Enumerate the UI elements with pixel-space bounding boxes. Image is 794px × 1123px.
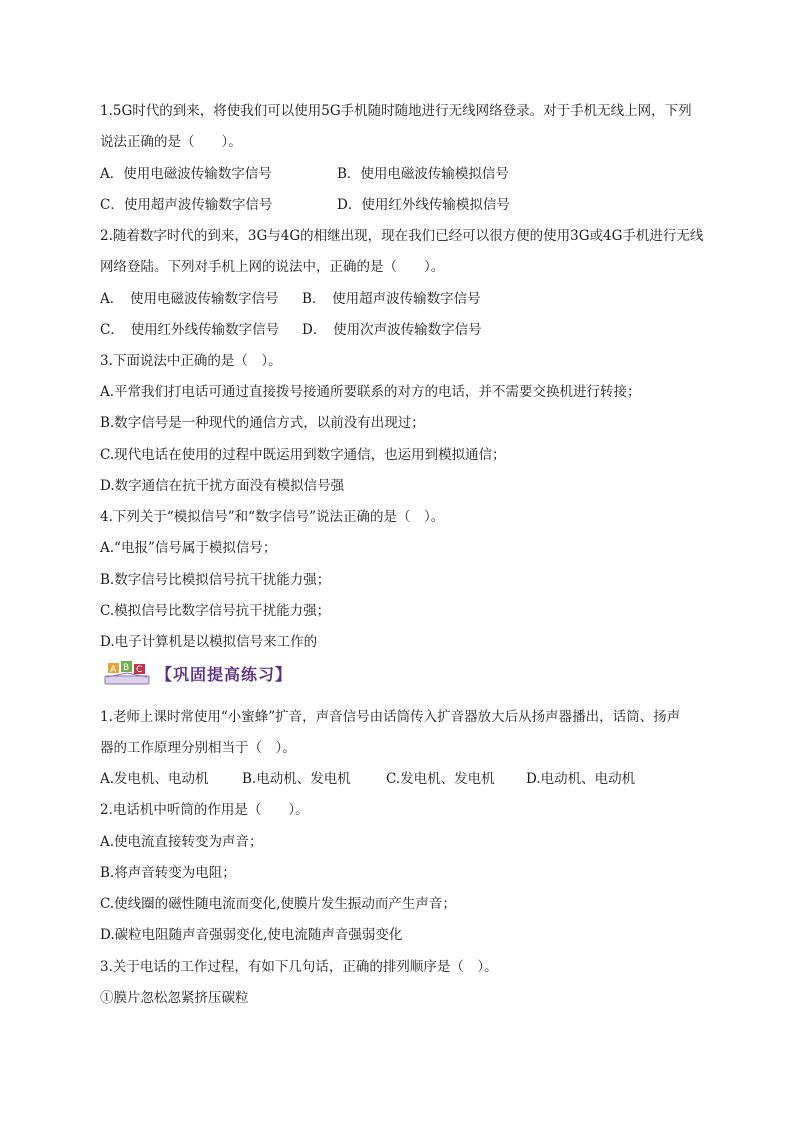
q4-option-a: A.“电报”信号属于模拟信号； [100, 540, 277, 556]
q1-option-d: D．使用红外线传输模拟信号 [337, 197, 510, 213]
q2-stem-line2: 网络登陆。下列对手机上网的说法中，正确的是（ ）。 [100, 259, 445, 275]
p1-option-c: C.发电机、发电机 [386, 771, 495, 787]
q2-stem-line1: 2.随着数字时代的到来，3G与4G的相继出现，现在我们已经可以很方便的使用3G或4G手机进行无线 [100, 228, 704, 244]
practice-section-title: 【巩固提高练习】 [156, 664, 293, 684]
q2-option-a: A． 使用电磁波传输数字信号 [100, 291, 279, 307]
q1-option-c: C．使用超声波传输数字信号 [100, 197, 273, 213]
book-abc-icon [104, 660, 150, 686]
p2-option-c: C.使线圈的磁性随电流而变化,使膜片发生振动而产生声音； [100, 896, 456, 912]
q1-stem-line1: 1.5G时代的到来，将使我们可以使用5G手机随时随地进行无线网络登录。对于手机无线上网，下列 [100, 103, 692, 119]
q2-option-b: B． 使用超声波传输数字信号 [302, 291, 481, 307]
q3-stem: 3.下面说法中正确的是（ ）。 [100, 353, 282, 369]
p1-option-a: A.发电机、电动机 [100, 771, 209, 787]
p2-option-d: D.碳粒电阻随声音强弱变化,使电流随声音强弱变化 [100, 927, 403, 943]
q2-options-row1 [100, 290, 481, 308]
p1-option-d: D.电动机、电动机 [526, 771, 636, 787]
q1-option-b: B．使用电磁波传输模拟信号 [337, 166, 509, 182]
p2-stem: 2.电话机中听筒的作用是（ ）。 [100, 802, 309, 818]
q4-option-d: D.电子计算机是以模拟信号来工作的 [100, 634, 318, 650]
p1-stem-line1: 1.老师上课时常使用“小蜜蜂”扩音，声音信号由话筒传入扩音器放大后从扬声器播出，话筒、扬声 [100, 709, 681, 725]
p2-option-a: A.使电流直接转变为声音； [100, 834, 263, 850]
q4-stem: 4.下列关于“模拟信号”和“数字信号”说法正确的是（ ）。 [100, 509, 445, 525]
svg-text:A: A [110, 665, 117, 675]
p1-options-row [100, 770, 635, 788]
q3-option-c: C.现代电话在使用的过程中既运用到数字通信，也运用到模拟通信； [100, 447, 506, 463]
q2-options-row2 [100, 321, 482, 339]
q4-option-b: B.数字信号比模拟信号抗干扰能力强； [100, 572, 331, 588]
q1-options-row1 [100, 165, 509, 183]
q1-stem-line2: 说法正确的是（ ）。 [100, 134, 242, 150]
svg-text:B: B [123, 663, 130, 673]
q3-option-a: A.平常我们打电话可通过直接拨号接通所要联系的对方的电话，并不需要交换机进行转接； [100, 384, 641, 400]
svg-text:C: C [136, 665, 143, 675]
q2-option-c: C． 使用红外线传输数字信号 [100, 322, 280, 338]
p1-stem-line2: 器的工作原理分别相当于（ ）。 [100, 740, 296, 756]
q3-option-b: B.数字信号是一种现代的通信方式，以前没有出现过； [100, 415, 425, 431]
p3-stem: 3.关于电话的工作过程，有如下几句话，正确的排列顺序是（ ）。 [100, 959, 498, 975]
p3-item-1: ①膜片忽松忽紧挤压碳粒 [100, 990, 249, 1006]
practice-section-heading [104, 660, 292, 686]
q4-option-c: C.模拟信号比数字信号抗干扰能力强； [100, 603, 331, 619]
q2-option-d: D． 使用次声波传输数字信号 [302, 322, 482, 338]
p2-option-b: B.将声音转变为电阻； [100, 865, 236, 881]
q1-options-row2 [100, 196, 510, 214]
p1-option-b: B.电动机、发电机 [242, 771, 351, 787]
q1-option-a: A．使用电磁波传输数字信号 [100, 166, 272, 182]
q3-option-d: D.数字通信在抗干扰方面没有模拟信号强 [100, 478, 345, 494]
